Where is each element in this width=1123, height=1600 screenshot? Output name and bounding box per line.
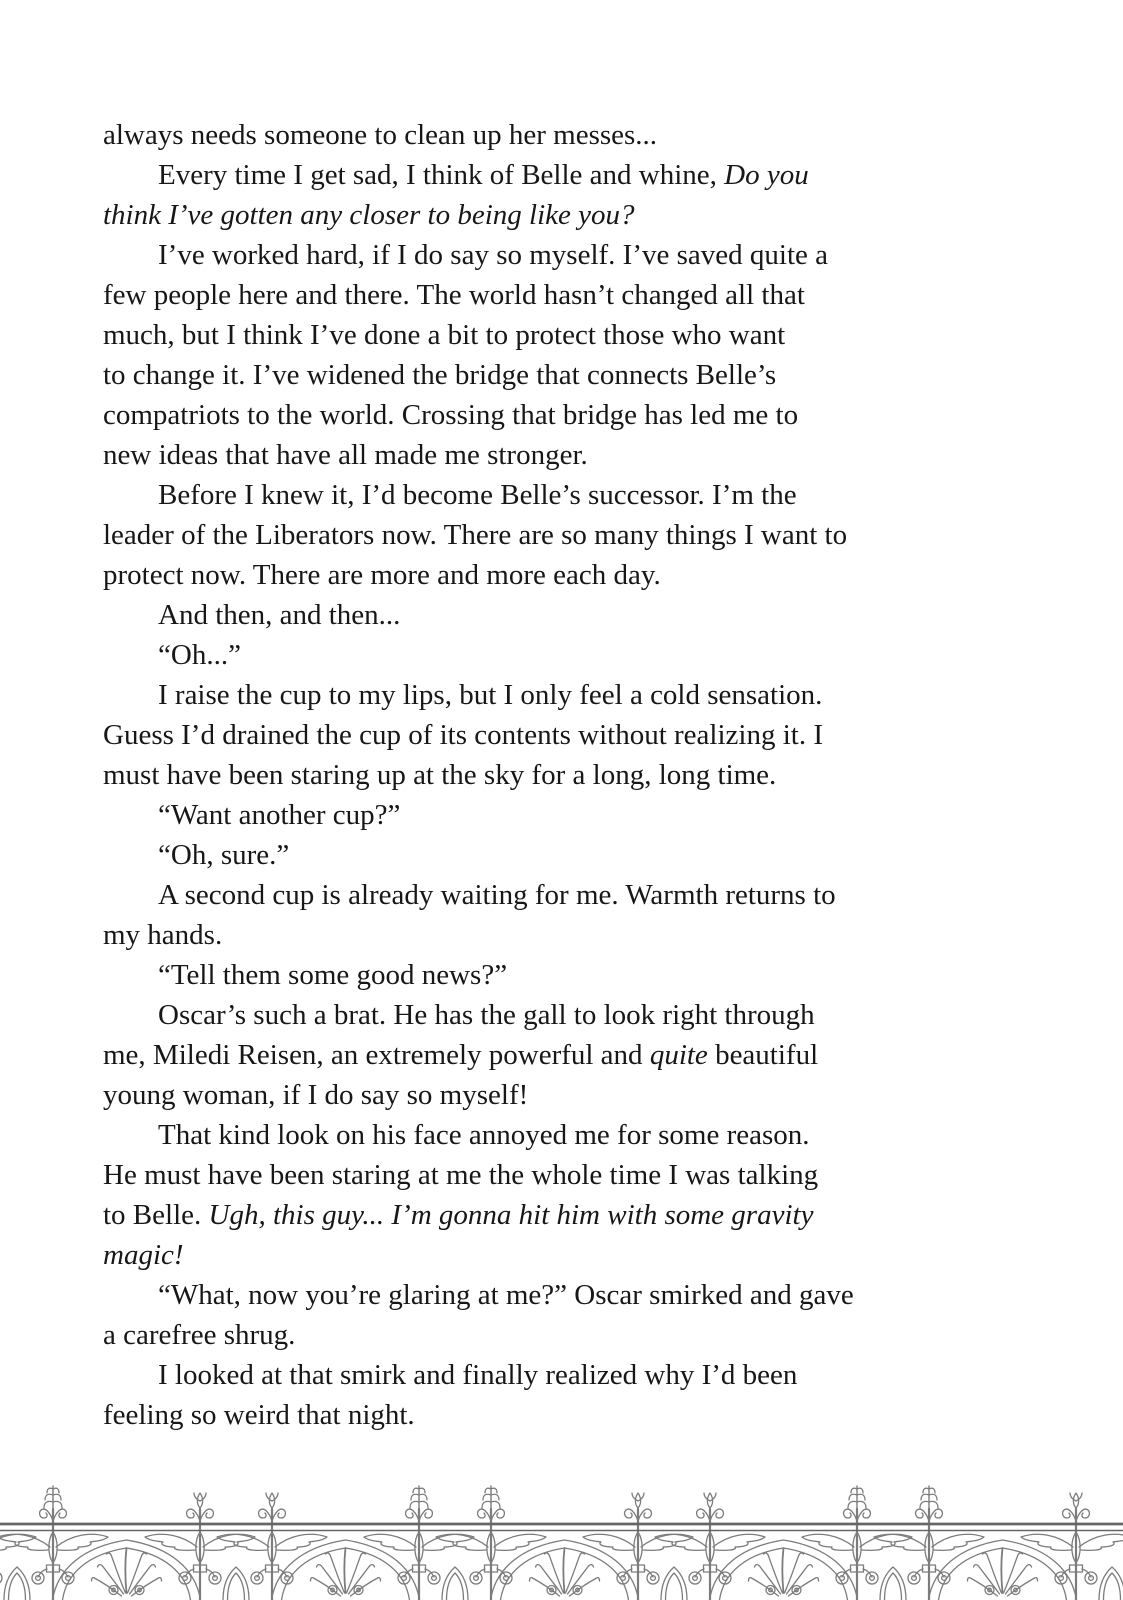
text-line [103,1035,1033,1075]
paragraph [103,875,1033,955]
text-segment: must have been staring up at the sky for a long, long time. [103,759,777,791]
paragraph [103,955,1033,995]
text-line [103,1075,1033,1115]
text-segment: to change it. I’ve widened the bridge that connects Belle’s [103,359,777,391]
paragraph [103,475,1033,595]
text-line [103,1115,1033,1155]
text-segment: I’ve worked hard, if I do say so myself. I’ve saved quite a [158,239,829,271]
text-segment: That kind look on his face annoyed me for some reason. [158,1119,810,1151]
text-segment: a carefree shrug. [103,1319,296,1351]
text-line [103,755,1033,795]
text-line [103,955,1033,995]
text-segment: Ugh, this guy... I’m gonna hit him with some gravity [208,1199,814,1231]
text-line [103,395,1033,435]
text-line [103,1235,1033,1275]
paragraph [103,835,1033,875]
text-segment: me, Miledi Reisen, an extremely powerful and [103,1039,650,1071]
text-line [103,435,1033,475]
text-line [103,155,1033,195]
text-line [103,355,1033,395]
text-segment: And then, and then... [158,599,401,631]
text-line [103,1395,1033,1435]
paragraph [103,995,1033,1115]
paragraph [103,635,1033,675]
text-segment: think I’ve gotten any closer to being like you? [103,199,635,231]
paragraph [103,235,1033,475]
text-line [103,1195,1033,1235]
text-segment: compatriots to the world. Crossing that bridge has led me to [103,399,799,431]
text-line [103,915,1033,955]
page-text [103,115,1033,1435]
paragraph [103,1115,1033,1275]
paragraph [103,155,1033,235]
paragraph [103,115,1033,155]
text-line [103,1315,1033,1355]
text-segment: Every time I get sad, I think of Belle and whine, [158,159,725,191]
text-segment: Oscar’s such a brat. He has the gall to look right through [158,999,815,1031]
text-line [103,835,1033,875]
text-segment: He must have been staring at me the whole time I was talking [103,1159,819,1191]
text-line [103,675,1033,715]
text-segment: much, but I think I’ve done a bit to protect those who want [103,319,786,351]
text-line [103,635,1033,675]
text-line [103,195,1033,235]
paragraph [103,795,1033,835]
text-segment: feeling so weird that night. [103,1399,415,1431]
text-line [103,875,1033,915]
text-segment: Before I knew it, I’d become Belle’s successor. I’m the [158,479,797,511]
text-line [103,1275,1033,1315]
paragraph [103,675,1033,795]
text-segment: leader of the Liberators now. There are so many things I want to [103,519,848,551]
text-line [103,995,1033,1035]
text-line [103,315,1033,355]
paragraph [103,1355,1033,1435]
text-segment: new ideas that have all made me stronger. [103,439,588,471]
text-segment: “Want another cup?” [158,799,401,831]
text-segment: protect now. There are more and more each day. [103,559,661,591]
text-segment: Guess I’d drained the cup of its contents without realizing it. I [103,719,823,751]
wrought-iron-fence-border-ornament [0,1485,1123,1600]
text-line [103,275,1033,315]
paragraph [103,595,1033,635]
text-line [103,715,1033,755]
text-segment: I looked at that smirk and finally realized why I’d been [158,1359,798,1391]
text-segment: quite [649,1039,708,1071]
text-segment: young woman, if I do say so myself! [103,1079,529,1111]
text-segment: always needs someone to clean up her messes... [103,119,658,151]
text-segment: my hands. [103,919,223,951]
text-segment: “What, now you’re glaring at me?” Oscar smirked and gave [158,1279,854,1311]
text-segment: “Oh...” [158,639,241,671]
text-line [103,595,1033,635]
text-line [103,1155,1033,1195]
text-segment: I raise the cup to my lips, but I only feel a cold sensation. [158,679,823,711]
text-line [103,1355,1033,1395]
text-line [103,795,1033,835]
text-segment: Do you [724,159,809,191]
text-segment: beautiful [707,1039,819,1071]
text-line [103,115,1033,155]
text-segment: to Belle. [103,1199,209,1231]
text-segment: few people here and there. The world hasn’t changed all that [103,279,805,311]
text-segment: A second cup is already waiting for me. Warmth returns to [158,879,836,911]
text-line [103,515,1033,555]
text-segment: “Tell them some good news?” [158,959,508,991]
text-line [103,235,1033,275]
text-line [103,555,1033,595]
text-segment: magic! [103,1239,184,1271]
paragraph [103,1275,1033,1355]
text-segment: “Oh, sure.” [158,839,290,871]
text-line [103,475,1033,515]
